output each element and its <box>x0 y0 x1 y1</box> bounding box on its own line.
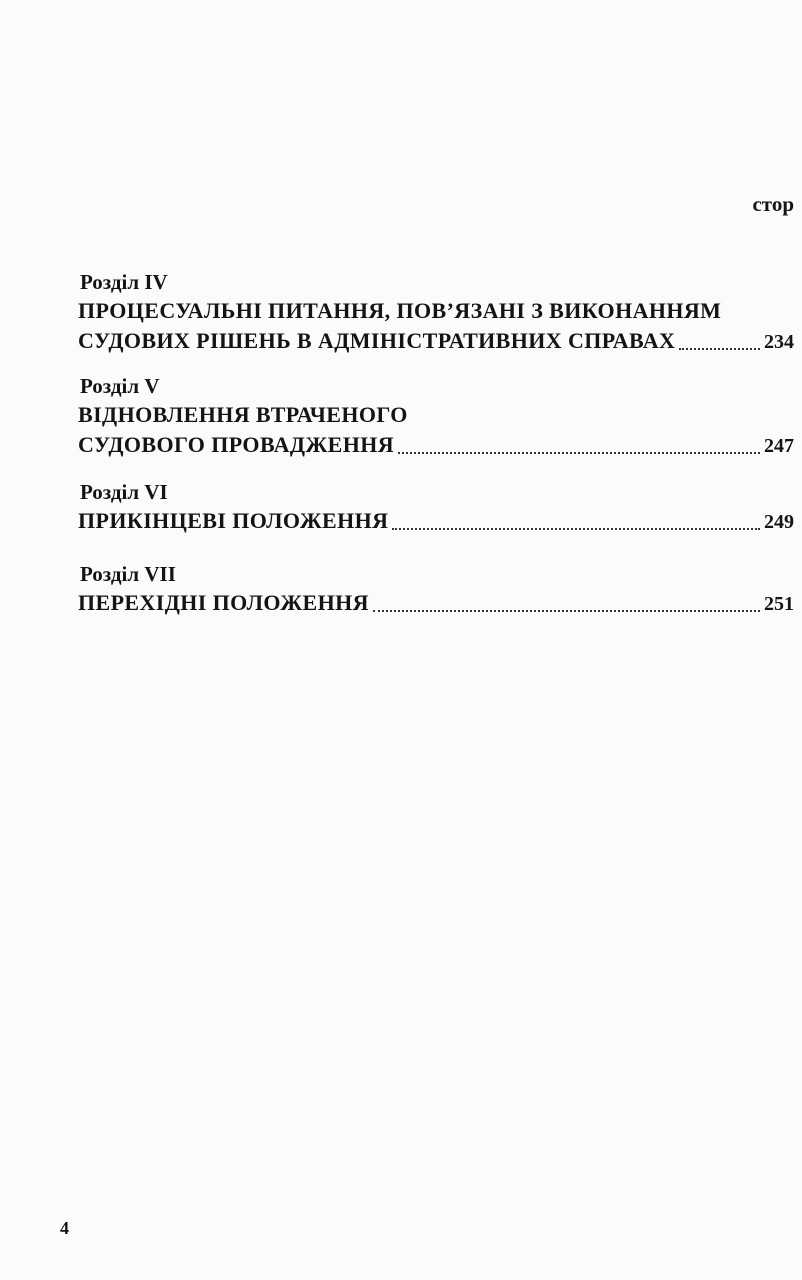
entry-title-text: ПЕРЕХІДНІ ПОЛОЖЕННЯ <box>78 590 369 615</box>
entry-title-line: ВІДНОВЛЕННЯ ВТРАЧЕНОГО <box>78 402 408 427</box>
toc-entry-section-7 <box>78 560 794 619</box>
entry-last-line <box>78 326 794 357</box>
section-label: Розділ IV <box>80 270 168 294</box>
dot-leader <box>398 451 760 454</box>
folio-page-number: 4 <box>60 1218 69 1238</box>
entry-last-line <box>78 430 794 461</box>
dot-leader <box>392 527 760 530</box>
page-number: 234 <box>764 331 794 353</box>
entry-title-text: ПРИКІНЦЕВІ ПОЛОЖЕННЯ <box>78 508 389 533</box>
page-column-label: стор <box>752 192 794 216</box>
dot-leader <box>679 347 760 350</box>
entry-title-line: ПРОЦЕСУАЛЬНІ ПИТАННЯ, ПОВ’ЯЗАНІ З ВИКОНАННЯМ <box>78 298 722 323</box>
entry-title-text: СУДОВИХ РІШЕНЬ В АДМІНІСТРАТИВНИХ СПРАВАХ <box>78 328 676 353</box>
entry-last-line <box>78 506 794 537</box>
section-label: Розділ VI <box>80 480 168 504</box>
section-label: Розділ V <box>80 374 160 398</box>
dot-leader <box>373 609 760 612</box>
page-number: 247 <box>764 435 794 457</box>
page-number: 251 <box>764 593 794 615</box>
section-label: Розділ VII <box>80 562 176 586</box>
toc-entry-section-6 <box>78 478 794 537</box>
entry-last-line <box>78 588 794 619</box>
toc-entry-section-4 <box>78 268 794 357</box>
toc-entry-section-5 <box>78 372 794 461</box>
entry-title-text: СУДОВОГО ПРОВАДЖЕННЯ <box>78 432 394 457</box>
page-number: 249 <box>764 511 794 533</box>
